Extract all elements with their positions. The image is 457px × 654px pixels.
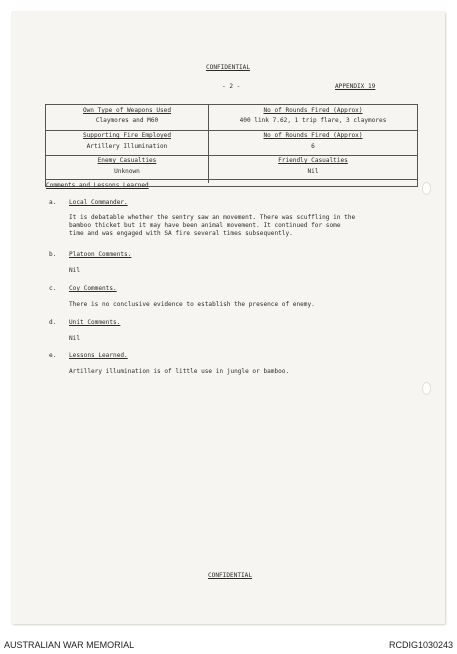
section-body-line: bamboo thicket but it may have been animal movement. It continued for some (69, 222, 341, 229)
table-row-divider (46, 155, 417, 156)
section-body-line: time and was engaged with SA fire several times subsequently. (69, 230, 293, 237)
comments-heading: Comments and Lessons Learned (46, 182, 149, 189)
table-row-divider (46, 130, 417, 131)
table-cell-heading: No of Rounds Fired (Approx) (263, 107, 363, 114)
section-title: Coy Comments. (69, 285, 117, 292)
section-letter: b. (49, 251, 57, 258)
punch-hole (422, 182, 431, 195)
table-cell-value: Unknown (114, 168, 140, 175)
table-cell-heading: Friendly Casualties (278, 157, 348, 164)
table-cell-value: Claymores and M60 (95, 117, 159, 124)
classification-header: CONFIDENTIAL (206, 64, 251, 71)
table-row-divider (46, 179, 417, 180)
table-cell-value: 6 (311, 143, 315, 150)
table-cell-heading: No of Rounds Fired (Approx) (263, 132, 363, 139)
summary-table (45, 104, 418, 187)
section-letter: d. (49, 319, 57, 326)
classification-footer: CONFIDENTIAL (208, 572, 253, 579)
table-cell-heading: Own Type of Weapons Used (82, 107, 172, 114)
institution-label: AUSTRALIAN WAR MEMORIAL (4, 640, 135, 650)
table-cell-value: 400 link 7.62, 1 trip flare, 3 claymores (239, 117, 387, 124)
section-letter: a. (49, 199, 57, 206)
table-cell-value: Artillery Illumination (86, 143, 168, 150)
section-body-line: Nil (69, 267, 81, 274)
section-body-line: Nil (69, 335, 81, 342)
punch-hole (422, 382, 431, 395)
section-title: Platoon Comments. (69, 251, 132, 258)
section-letter: e. (49, 352, 57, 359)
appendix-label: APPENDIX 19 (335, 83, 376, 90)
record-id: RCDIG1030243 (388, 640, 453, 650)
table-cell-heading: Enemy Casualties (97, 157, 157, 164)
section-body-line: There is no conclusive evidence to establish the presence of enemy. (69, 301, 315, 308)
archive-footer-bar (0, 636, 457, 654)
page-number: - 2 - (222, 83, 241, 90)
section-title: Lessons Learned. (69, 352, 128, 359)
section-letter: c. (49, 285, 57, 292)
section-body-line: Artillery illumination is of little use in jungle or bamboo. (69, 368, 290, 375)
section-title: Unit Comments. (69, 319, 121, 326)
section-body-line: It is debatable whether the sentry saw an movement. There was scuffling in the (69, 214, 356, 221)
section-title: Local Commander. (69, 199, 128, 206)
table-cell-heading: Supporting Fire Employed (82, 132, 172, 139)
table-cell-value: Nil (307, 168, 319, 175)
